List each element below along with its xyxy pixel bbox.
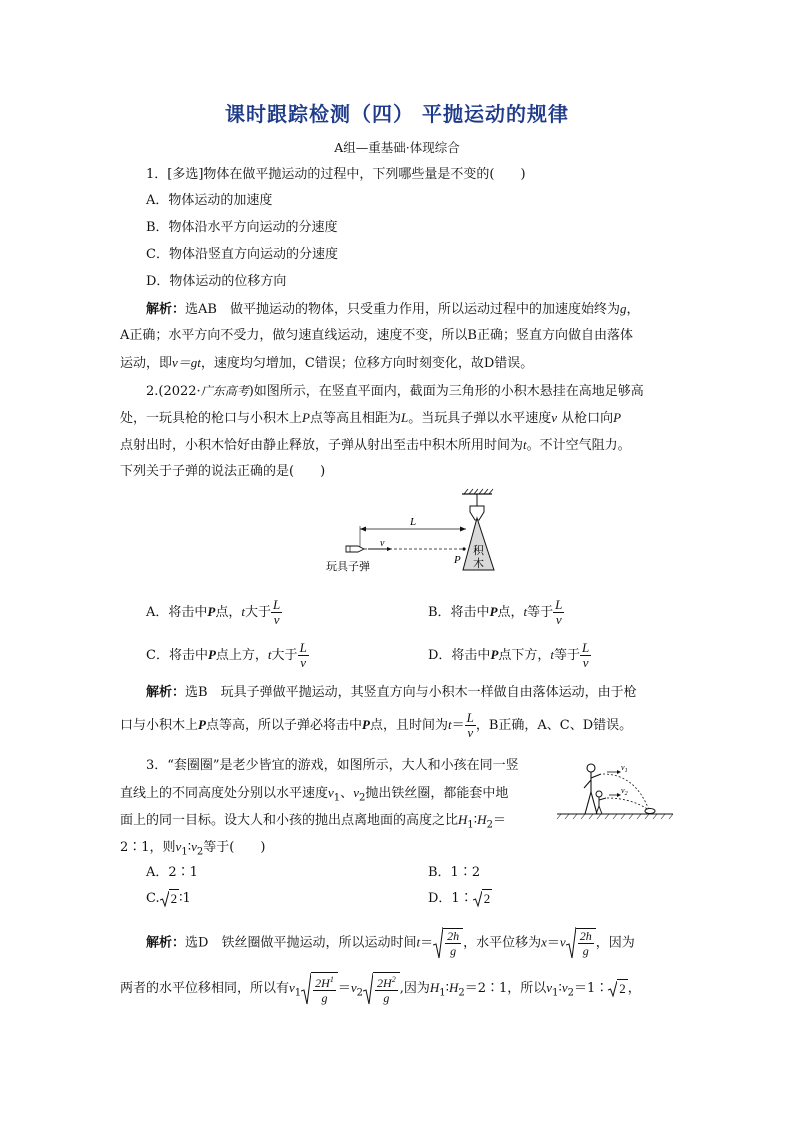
- block-label-1: 积: [473, 544, 484, 557]
- q3-option-b: B．1∶2: [428, 865, 481, 880]
- q2-analysis-line-1: 解析：选B 玩具子弹做平抛运动，其竖直方向与小积木一样做自由落体运动，由于枪: [146, 685, 637, 700]
- q2-analysis-line-2: 口与小积木上P点等高，所以子弹必将击中P点，且时间为t＝ $\frac{L}{v}$ ，B正确，A、C、D错误。: [120, 710, 633, 740]
- ceiling-hatch: [464, 489, 493, 494]
- child-figure: [596, 791, 606, 814]
- label-v2: $v_2$: [621, 786, 628, 797]
- q2-stem-line-1: 2.(2022·广东高考)如图所示，在竖直平面内，截面为三角形的小积木悬挂在高地足够高: [146, 384, 644, 399]
- q2-option-d: D．将击中P点下方，t等于 $\frac{L}{v}$: [428, 640, 590, 670]
- q2-figure: [320, 486, 510, 586]
- q1-option-a: A．物体运动的加速度: [146, 193, 273, 208]
- q1-option-b: B．物体沿水平方向运动的分速度: [146, 220, 338, 235]
- q1-analysis-line-1: 解析：选AB 做平抛运动的物体，只受重力作用，所以运动过程中的加速度始终为g，: [146, 301, 640, 317]
- q3-option-a: A．2∶1: [146, 865, 198, 880]
- section-heading: A组—重基础·体现综合: [334, 140, 460, 155]
- q1-analysis-line-2: A正确；水平方向不受力，做匀速直线运动，速度不变，所以B正确；竖直方向做自由落体: [120, 328, 633, 343]
- label-v: v: [380, 538, 385, 549]
- analysis-label: 解析：: [146, 685, 186, 700]
- q3-stem-line-4: 2∶1，则$v_1∶v_2$等于( ): [120, 839, 266, 858]
- label-P: P: [454, 554, 461, 566]
- q2-option-b: B．将击中P点，t等于 $\frac{L}{v}$: [428, 597, 563, 627]
- q1-analysis-line-3: 运动，即v＝gt，速度均匀增加，C错误；位移方向时刻变化，故D错误。: [120, 355, 534, 371]
- q3-option-d: D．1∶ 2: [428, 891, 491, 906]
- point-P: [462, 547, 465, 550]
- label-v1: $v_1$: [621, 763, 628, 774]
- label-L: L: [410, 516, 417, 528]
- analysis-label: 解析：: [146, 935, 186, 951]
- q1-option-d: D．物体运动的位移方向: [146, 274, 287, 289]
- toy-bullet: [346, 546, 364, 552]
- q1-stem: 1．[多选]物体在做平抛运动的过程中，下列哪些量是不变的( ): [146, 167, 526, 182]
- trajectory-2: [607, 798, 649, 810]
- label-toy-bullet: 玩具子弹: [326, 560, 370, 573]
- q3-option-c: C. 2 ∶1: [146, 891, 191, 906]
- q2-option-a: A．将击中P点，t大于 $\frac{L}{v}$: [146, 597, 281, 627]
- q2-stem-line-2: 处，一玩具枪的枪口与小积木上P点等高且相距为L。当玩具子弹以水平速度v 从枪口向P: [120, 410, 622, 426]
- block-label-2: 木: [473, 557, 484, 570]
- ground-hatch: [557, 814, 673, 819]
- q3-stem-line-1: 3．“套圈圈”是老少皆宜的游戏，如图所示，大人和小孩在同一竖: [146, 758, 519, 773]
- q3-figure: [555, 760, 675, 822]
- q2-option-c: C．将击中P点上方，t大于 $\frac{L}{v}$: [146, 640, 307, 670]
- page-title: 课时跟踪检测（四） 平抛运动的规律: [225, 102, 569, 126]
- q2-stem-line-4: 下列关于子弹的说法正确的是( ): [120, 464, 326, 479]
- q3-analysis-line-2: 两者的水平位移相同，所以有$v_1$ $\frac{2H^1}{g}$ $=v_2$ $\frac{2H^2}{g}$ ,因为$H_1∶H_2=2∶1$，所以$v_1∶v_2=1∶$ 2 ，: [120, 972, 641, 1005]
- analysis-label: 解析：: [146, 302, 186, 317]
- q3-stem-line-2: 直线上的不同高度处分别以水平速度$v_1$、$v_2$抛出铁丝圈，都能套中地: [120, 785, 509, 804]
- q2-stem-line-3: 点射出时，小积木恰好由静止释放，子弹从射出至击中积木所用时间为t。不计空气阻力。: [120, 437, 631, 453]
- target: [645, 809, 655, 814]
- q3-stem-line-3: 面上的同一目标。设大人和小孩的抛出点离地面的高度之比$H_1∶H_2=$: [120, 812, 506, 831]
- q3-analysis-line-1: 解析：选D 铁丝圈做平抛运动，所以运动时间t＝ $\frac{2h}{g}$ ，水平位移为x＝v $\frac{2h}{g}$ ，因为: [146, 929, 635, 958]
- q1-option-c: C．物体沿竖直方向运动的分速度: [146, 247, 338, 262]
